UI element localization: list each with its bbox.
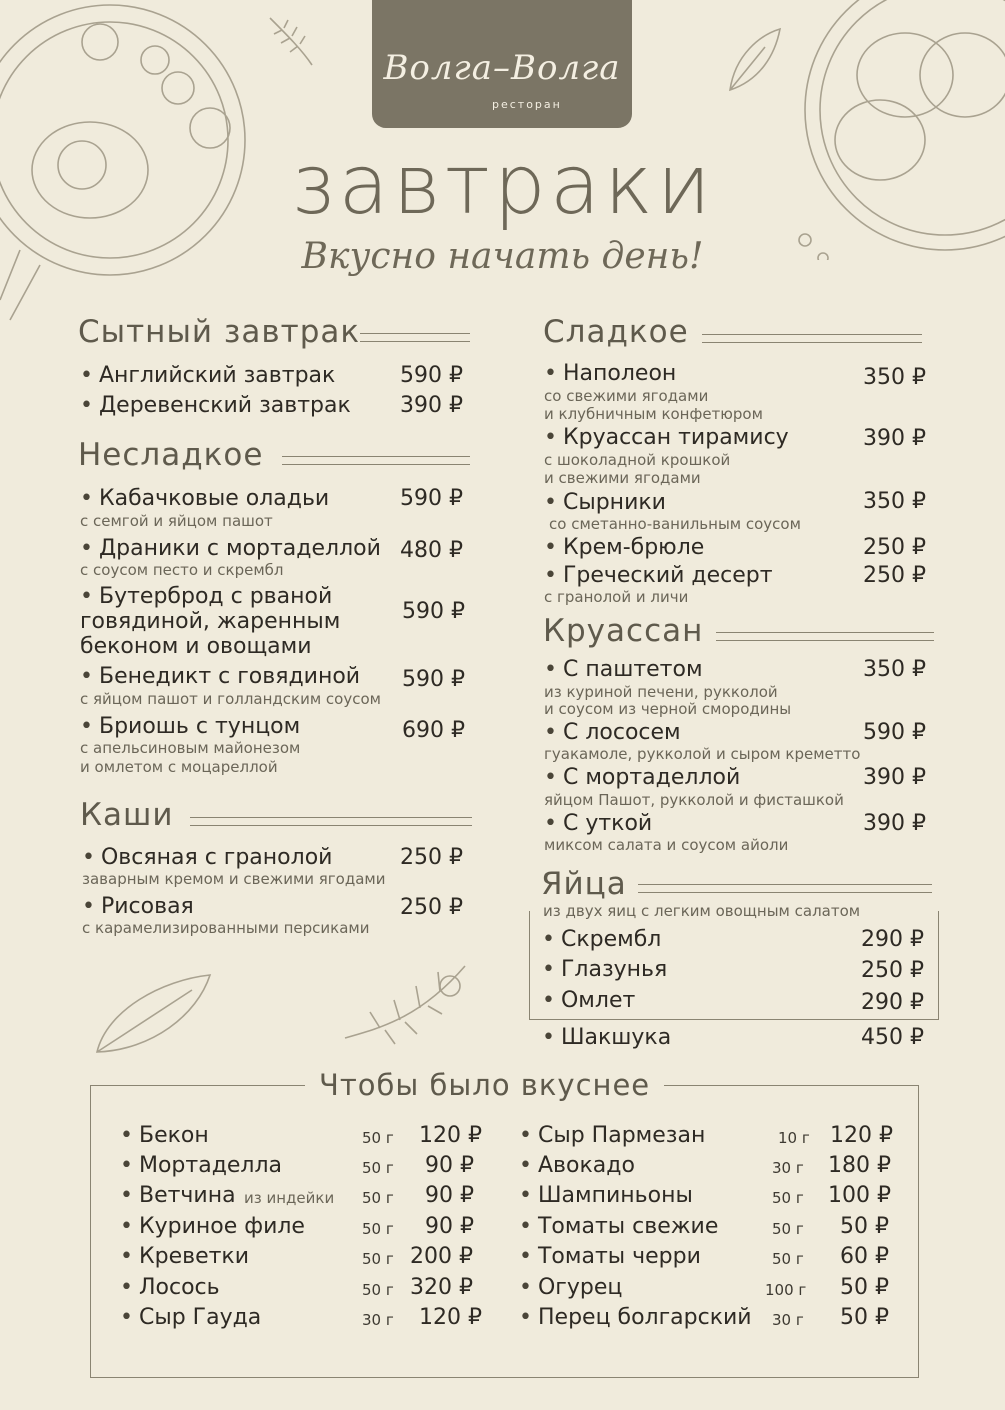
- menu-item-description: со свежими ягодами: [544, 387, 709, 405]
- addon-name: • Креветки: [120, 1244, 249, 1269]
- menu-item-description: и омлетом с моцареллой: [80, 758, 278, 776]
- addon-note: из индейки: [244, 1189, 335, 1207]
- addon-weight: 50 г: [772, 1220, 804, 1238]
- menu-item-name: • Деревенский завтрак: [80, 393, 351, 418]
- brand-subtitle: ресторан: [492, 98, 562, 111]
- section-title-eggs: Яйца: [541, 866, 627, 902]
- section-rule: [282, 456, 470, 465]
- addon-weight: 50 г: [362, 1220, 394, 1238]
- menu-item-price: 590 ₽: [402, 599, 465, 624]
- addon-name: • Сыр Пармезан: [519, 1123, 705, 1148]
- addon-weight: 10 г: [778, 1129, 810, 1147]
- addon-price: 50 ₽: [840, 1214, 889, 1239]
- menu-item-name: • С паштетом: [544, 657, 703, 682]
- menu-item-price: 390 ₽: [863, 426, 926, 451]
- menu-item-description: и клубничным конфетюром: [544, 405, 763, 423]
- menu-item-description: и свежими ягодами: [544, 469, 701, 487]
- menu-item-name: • Крем-брюле: [544, 535, 704, 560]
- section-description: из двух яиц с легким овощным салатом: [543, 902, 861, 920]
- addon-weight: 50 г: [362, 1159, 394, 1177]
- section-rule: [638, 884, 932, 893]
- addon-price: 90 ₽: [425, 1153, 474, 1178]
- addon-name: • Сыр Гауда: [120, 1305, 261, 1330]
- menu-item-name: • Греческий десерт: [544, 563, 773, 588]
- section-title-savory: Несладкое: [78, 437, 264, 473]
- menu-item-name: • Шакшука: [542, 1025, 671, 1050]
- menu-item-name-cont: беконом и овощами: [80, 634, 312, 659]
- addon-weight: 100 г: [765, 1281, 807, 1299]
- menu-item-description: и соусом из черной смородины: [544, 700, 792, 718]
- menu-item-description: с апельсиновым майонезом: [80, 739, 301, 757]
- menu-item-name: • Кабачковые оладьи: [80, 486, 329, 511]
- addon-weight: 30 г: [772, 1159, 804, 1177]
- menu-item-price: 250 ₽: [861, 958, 924, 983]
- menu-item-price: 590 ₽: [400, 486, 463, 511]
- menu-item-description: с шоколадной крошкой: [544, 451, 731, 469]
- menu-item-description: миксом салата и соусом айоли: [544, 836, 789, 854]
- menu-item-price: 690 ₽: [402, 718, 465, 743]
- menu-item-description: с гранолой и личи: [544, 588, 689, 606]
- menu-item-name: • Круассан тирамису: [544, 425, 789, 450]
- menu-item-name: • Рисовая: [82, 894, 194, 919]
- menu-item-description: заварным кремом и свежими ягодами: [82, 870, 386, 888]
- addon-name: • Огурец: [519, 1275, 622, 1300]
- addon-name: • Лосось: [120, 1275, 220, 1300]
- menu-item-name: • Овсяная с гранолой: [82, 845, 332, 870]
- leaf-icon: [725, 25, 785, 95]
- section-rule: [360, 333, 470, 342]
- section-title-hearty: Сытный завтрак: [78, 314, 361, 350]
- menu-item-name: • Наполеон: [544, 361, 676, 386]
- menu-item-name: • Сырники: [544, 490, 666, 515]
- menu-item-name: • Драники с мортаделлой: [80, 536, 381, 561]
- section-rule: [190, 817, 472, 826]
- menu-item-price: 590 ₽: [863, 720, 926, 745]
- addon-weight: 50 г: [362, 1250, 394, 1268]
- menu-item-price: 590 ₽: [400, 363, 463, 388]
- addon-price: 100 ₽: [828, 1183, 891, 1208]
- addon-name: • Шампиньоны: [519, 1183, 693, 1208]
- menu-item-name: • Бриошь с тунцом: [80, 714, 300, 739]
- addon-name: • Томаты черри: [519, 1244, 701, 1269]
- menu-item-name: • Глазунья: [542, 957, 667, 982]
- section-title-porridge: Каши: [80, 797, 174, 833]
- addon-price: 200 ₽: [410, 1244, 473, 1269]
- leaf-icon-large: [92, 970, 217, 1060]
- menu-item-price: 390 ₽: [863, 765, 926, 790]
- addon-name: • Мортаделла: [120, 1153, 282, 1178]
- herb-sprig-icon: [262, 10, 322, 70]
- menu-item-description: гуакамоле, рукколой и сыром креметто: [544, 745, 861, 763]
- menu-item-price: 250 ₽: [863, 535, 926, 560]
- addon-name: • Томаты свежие: [519, 1214, 718, 1239]
- menu-item-name-cont: говядиной, жаренным: [80, 609, 341, 634]
- addon-weight: 50 г: [362, 1281, 394, 1299]
- menu-slogan: Вкусно начать день!: [301, 236, 704, 277]
- addon-price: 50 ₽: [840, 1275, 889, 1300]
- addon-weight: 50 г: [362, 1189, 394, 1207]
- addon-price: 50 ₽: [840, 1305, 889, 1330]
- addon-price: 320 ₽: [410, 1275, 473, 1300]
- menu-item-price: 350 ₽: [863, 489, 926, 514]
- menu-item-name: • С уткой: [544, 811, 652, 836]
- menu-item-price: 450 ₽: [861, 1025, 924, 1050]
- addon-price: 60 ₽: [840, 1244, 889, 1269]
- restaurant-logo: [372, 0, 632, 128]
- section-title-croissant: Круассан: [543, 613, 704, 649]
- menu-item-name: • Скрембл: [542, 927, 661, 952]
- addon-weight: 50 г: [772, 1250, 804, 1268]
- menu-item-name: • Омлет: [542, 988, 635, 1013]
- brand-name: Волга–Волга: [383, 48, 621, 88]
- addon-price: 120 ₽: [830, 1123, 893, 1148]
- menu-item-price: 390 ₽: [863, 811, 926, 836]
- section-title-addons: Чтобы было вкуснее: [305, 1068, 664, 1102]
- menu-item-name: • Бенедикт с говядиной: [80, 664, 360, 689]
- menu-item-description: с карамелизированными персиками: [82, 919, 370, 937]
- addon-price: 120 ₽: [419, 1305, 482, 1330]
- menu-item-description: с соусом песто и скрембл: [80, 561, 284, 579]
- addon-weight: 50 г: [362, 1129, 394, 1147]
- addon-weight: 30 г: [362, 1311, 394, 1329]
- menu-title: завтраки: [290, 138, 715, 233]
- menu-item-description: из куриной печени, рукколой: [544, 683, 778, 701]
- addon-name: • Перец болгарский: [519, 1305, 752, 1330]
- menu-item-price: 390 ₽: [400, 393, 463, 418]
- menu-item-name: • Бутерброд с рваной: [80, 584, 332, 609]
- menu-item-description: с семгой и яйцом пашот: [80, 512, 273, 530]
- addon-weight: 30 г: [772, 1311, 804, 1329]
- addon-name: • Куриное филе: [120, 1214, 305, 1239]
- menu-item-price: 250 ₽: [863, 563, 926, 588]
- addon-name: • Авокадо: [519, 1153, 635, 1178]
- menu-item-price: 350 ₽: [863, 657, 926, 682]
- menu-item-price: 290 ₽: [861, 927, 924, 952]
- addon-price: 120 ₽: [419, 1123, 482, 1148]
- addon-price: 180 ₽: [828, 1153, 891, 1178]
- addon-weight: 50 г: [772, 1189, 804, 1207]
- arugula-sprig-icon: [340, 958, 480, 1058]
- section-rule: [702, 334, 922, 343]
- addon-name: • Ветчина: [120, 1183, 236, 1208]
- menu-item-price: 350 ₽: [863, 365, 926, 390]
- menu-item-price: 250 ₽: [400, 895, 463, 920]
- addon-price: 90 ₽: [425, 1214, 474, 1239]
- menu-item-price: 480 ₽: [400, 538, 463, 563]
- section-rule: [716, 632, 934, 641]
- menu-item-price: 590 ₽: [402, 667, 465, 692]
- addon-name: • Бекон: [120, 1123, 209, 1148]
- menu-item-description: с яйцом пашот и голландским соусом: [80, 690, 381, 708]
- menu-item-name: • С мортаделлой: [544, 765, 740, 790]
- menu-item-name: • С лососем: [544, 720, 681, 745]
- menu-item-price: 290 ₽: [861, 990, 924, 1015]
- menu-item-name: • Английский завтрак: [80, 363, 335, 388]
- menu-item-price: 250 ₽: [400, 845, 463, 870]
- addon-price: 90 ₽: [425, 1183, 474, 1208]
- menu-item-description: яйцом Пашот, рукколой и фисташкой: [544, 791, 844, 809]
- menu-item-description: со сметанно-ванильным соусом: [549, 515, 801, 533]
- section-title-sweet: Сладкое: [543, 314, 689, 350]
